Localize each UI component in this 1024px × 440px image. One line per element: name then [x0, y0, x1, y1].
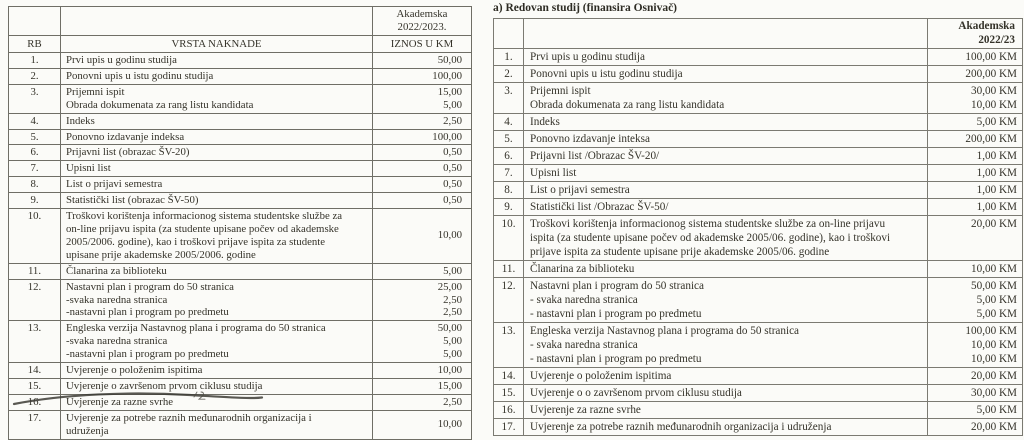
row-description-cell [524, 216, 928, 261]
row-amount-cell [928, 385, 1023, 402]
row-description-cell [524, 83, 928, 114]
description-line: Uvjerenje o završenom prvom ciklusu studija [66, 379, 263, 392]
description-line: Prijemni ispit [66, 85, 125, 98]
amount-line: 0,50 [443, 194, 462, 207]
description-line: List o prijavi semestra [66, 178, 163, 191]
academic-year-line1: Akademska [396, 8, 448, 21]
table-row [494, 323, 1023, 368]
right-table-body [494, 49, 1023, 436]
amount-line: 10,00 KM [971, 263, 1017, 275]
fee-table-general [8, 6, 472, 440]
row-amount-cell [928, 182, 1023, 199]
academic-year-header [928, 19, 1023, 49]
row-description-cell [61, 113, 373, 129]
amount-line: 5,00 KM [976, 404, 1017, 416]
row-description-cell [61, 177, 373, 193]
description-line: Uvjerenje za potrebe raznih međunarodnih organizacija i [66, 411, 312, 424]
row-number-cell: 8. [494, 182, 524, 199]
amount-line: 30,00 KM [971, 85, 1017, 97]
amount-line: 10,00 [437, 364, 462, 377]
amount-line: 2,50 [443, 293, 462, 306]
description-line: Prvi upis u godinu studija [66, 54, 177, 66]
description-line: Obrada dokumenata za rang listu kandidata [530, 99, 725, 111]
amount-line: 1,00 KM [976, 167, 1017, 179]
description-line: Upisni list [66, 162, 111, 175]
row-number-cell: 15. [9, 378, 61, 394]
row-amount-cell [928, 165, 1023, 182]
row-number-cell: 16. [9, 394, 61, 410]
row-number-cell: 10. [9, 209, 61, 264]
row-description-cell [61, 410, 373, 439]
row-description-cell [61, 209, 373, 264]
description-line: Uvjerenje o položenim ispitima [530, 370, 672, 382]
description-line: prijave ispita za studente upisane prije akademske 2005/06. godine [530, 246, 830, 258]
table-row [494, 419, 1023, 436]
amount-line: 200,00 KM [965, 133, 1017, 145]
amount-line: 20,00 KM [971, 370, 1017, 382]
description-line: - nastavni plan i program po predmetu [530, 308, 702, 320]
row-number-cell: 10. [494, 216, 524, 261]
description-line: -nastavni plan i program po predmetu [66, 348, 229, 361]
description-line: Obrada dokumenata za rang listu kandidata [66, 98, 254, 111]
amount-line: 50,00 KM [971, 280, 1017, 292]
amount-line: 100,00 [432, 69, 462, 82]
table-row [494, 182, 1023, 199]
row-description-cell [61, 161, 373, 177]
description-line: Nastavni plan i program do 50 stranica [66, 280, 234, 293]
description-line: - svaka naredna stranica [530, 294, 638, 306]
description-line: Prijemni ispit [530, 85, 591, 97]
row-description-cell [61, 84, 373, 113]
row-amount-cell [928, 66, 1023, 83]
amount-line: 1,00 KM [976, 201, 1017, 213]
description-line: -nastavni plan i program po predmetu [66, 306, 229, 319]
amount-line: 100,00 KM [965, 51, 1017, 63]
row-description-cell [61, 263, 373, 279]
row-number-cell: 12. [9, 279, 61, 321]
description-line: Troškovi korištenja informacionog sistema studentske službe za [66, 210, 343, 223]
description-line: Engleska verzija Nastavnog plana i programa do 50 stranica [530, 325, 800, 337]
description-line: Engleska verzija Nastavnog plana i programa do 50 stranica [66, 322, 326, 335]
row-amount-cell [373, 68, 472, 84]
row-description-cell [524, 49, 928, 66]
table-row [494, 261, 1023, 278]
row-amount-cell [373, 129, 472, 145]
right-table-header-row [494, 19, 1023, 49]
amount-line: 10,00 KM [971, 99, 1017, 111]
table-row [9, 263, 472, 279]
row-description-cell [524, 165, 928, 182]
row-description-cell [524, 148, 928, 165]
table-row [494, 83, 1023, 114]
section-title: a) Redovan studij (finansira Osnivač) [493, 2, 678, 14]
table-row [9, 410, 472, 439]
row-description-cell [61, 279, 373, 321]
amount-line: 20,00 KM [971, 218, 1017, 230]
amount-line: 2,50 [443, 395, 462, 408]
amount-line: 0,50 [443, 146, 462, 159]
row-amount-cell [928, 114, 1023, 131]
table-row [494, 402, 1023, 419]
description-line: on-line prijavu ispita (za studente upisane počev od akademske [66, 222, 339, 235]
description-line: Članarina za biblioteku [66, 264, 167, 277]
description-line: -svaka naredna stranica [66, 293, 168, 306]
amount-line: 20,00 KM [971, 421, 1017, 433]
amount-line: 50,00 [437, 322, 462, 335]
row-number-cell: 11. [9, 263, 61, 279]
row-number-cell: 4. [494, 114, 524, 131]
amount-line: 30,00 KM [971, 387, 1017, 399]
amount-line: 100,00 [432, 130, 462, 143]
table-row [9, 53, 472, 69]
row-amount-cell [928, 419, 1023, 436]
description-line: Uvjerenje za razne svrhe [66, 395, 174, 408]
row-number-cell: 5. [9, 129, 61, 145]
row-number-cell: 6. [9, 145, 61, 161]
row-number-cell: 9. [9, 193, 61, 209]
row-description-cell [524, 323, 928, 368]
row-amount-cell [928, 216, 1023, 261]
amount-line: 10,00 [437, 418, 462, 431]
row-description-cell [524, 66, 928, 83]
table-row [494, 131, 1023, 148]
row-description-cell [524, 402, 928, 419]
description-line: Uvjerenje o položenim ispitima [66, 364, 203, 377]
row-amount-cell [373, 177, 472, 193]
description-line: - svaka naredna stranica [530, 339, 638, 351]
description-line: Indeks [66, 114, 95, 127]
row-number-cell: 12. [494, 278, 524, 323]
row-amount-cell [928, 278, 1023, 323]
amount-line: 10,00 KM [971, 339, 1017, 351]
row-amount-cell [373, 53, 472, 69]
row-amount-cell [928, 83, 1023, 114]
amount-line: 5,00 [443, 335, 462, 348]
row-number-cell: 8. [9, 177, 61, 193]
amount-line: 50,00 [437, 54, 462, 66]
row-description-cell [524, 131, 928, 148]
row-number-cell: 13. [494, 323, 524, 368]
academic-year-line2: 2022/23 [978, 33, 1015, 46]
table-row [9, 279, 472, 321]
table-row [494, 278, 1023, 323]
table-row [9, 394, 472, 410]
empty-header-cell [494, 19, 524, 49]
amount-line: 10,00 [437, 229, 462, 242]
table-row [9, 68, 472, 84]
amount-line: 5,00 [443, 348, 462, 361]
amount-line: 2,50 [443, 306, 462, 319]
description-line: Ponovni upis u istu godinu studija [530, 68, 683, 80]
row-amount-cell [373, 84, 472, 113]
row-number-cell: 1. [9, 53, 61, 69]
row-number-cell: 1. [494, 49, 524, 66]
row-amount-cell [928, 261, 1023, 278]
empty-header-cell [9, 7, 61, 36]
row-description-cell [524, 368, 928, 385]
row-amount-cell [373, 378, 472, 394]
row-number-cell: 2. [9, 68, 61, 84]
row-number-cell: 5. [494, 131, 524, 148]
description-line: 2005/2006. godine), kao i troškovi prijave ispita za studente [66, 235, 326, 248]
amount-line: 25,00 [437, 280, 462, 293]
description-line: Nastavni plan i program do 50 stranica [530, 280, 704, 292]
table-row [494, 385, 1023, 402]
table-row [9, 177, 472, 193]
table-row [9, 161, 472, 177]
academic-year-line1: Akademska [958, 20, 1015, 32]
description-line: Prijavni list /Obrazac ŠV-20/ [530, 150, 660, 162]
table-row [9, 209, 472, 264]
description-line: List o prijavi semestra [530, 184, 630, 196]
table-row [9, 84, 472, 113]
amount-line: 100,00 KM [965, 325, 1017, 337]
description-line: Prijavni list (obrazac ŠV-20) [66, 146, 190, 159]
table-row [9, 145, 472, 161]
amount-line: 5,00 KM [976, 308, 1017, 320]
description-line: Ponovno izdavanje inteksa [530, 133, 650, 145]
amount-line: 0,50 [443, 178, 462, 191]
empty-header-cell [61, 7, 373, 36]
row-amount-cell [373, 193, 472, 209]
row-amount-cell [928, 323, 1023, 368]
table-row [9, 129, 472, 145]
academic-year-header [373, 7, 472, 36]
row-number-cell: 17. [494, 419, 524, 436]
row-amount-cell [373, 161, 472, 177]
left-table-body [9, 53, 472, 440]
row-number-cell: 17. [9, 410, 61, 439]
row-description-cell [524, 199, 928, 216]
description-line: Upisni list [530, 167, 577, 179]
rb-column-header: RB [9, 36, 61, 53]
row-description-cell [61, 129, 373, 145]
table-row [494, 368, 1023, 385]
row-amount-cell [373, 410, 472, 439]
amount-line: 15,00 [437, 379, 462, 392]
row-amount-cell [373, 145, 472, 161]
row-description-cell [61, 53, 373, 69]
row-description-cell [61, 145, 373, 161]
row-amount-cell [928, 49, 1023, 66]
row-amount-cell [373, 113, 472, 129]
row-amount-cell [373, 394, 472, 410]
row-number-cell: 3. [494, 83, 524, 114]
amount-line: 5,00 KM [976, 294, 1017, 306]
description-line: - nastavni plan i program po predmetu [530, 353, 702, 365]
row-number-cell: 7. [494, 165, 524, 182]
row-description-cell [524, 278, 928, 323]
row-amount-cell [928, 148, 1023, 165]
row-amount-cell [928, 402, 1023, 419]
row-number-cell: 14. [9, 363, 61, 379]
amount-column-header: IZNOS U KM [373, 36, 472, 53]
table-row [9, 378, 472, 394]
description-line: Ponovni upis u istu godinu studija [66, 69, 214, 82]
row-description-cell [524, 261, 928, 278]
row-description-cell [61, 363, 373, 379]
amount-line: 0,50 [443, 162, 462, 175]
academic-year-line2: 2022/2023. [397, 21, 447, 33]
row-description-cell [61, 378, 373, 394]
row-description-cell [524, 114, 928, 131]
amount-line: 1,00 KM [976, 184, 1017, 196]
table-row [494, 66, 1023, 83]
description-line: Prvi upis u godinu studija [530, 51, 645, 63]
table-row [9, 113, 472, 129]
fee-table-redovan-studij [493, 18, 1023, 436]
row-number-cell: 14. [494, 368, 524, 385]
row-number-cell: 7. [9, 161, 61, 177]
row-number-cell: 3. [9, 84, 61, 113]
row-number-cell: 15. [494, 385, 524, 402]
empty-header-cell [524, 19, 928, 49]
table-row [494, 114, 1023, 131]
description-line: Troškovi korištenja informacionog sistema studentske službe za on-line prijavu [530, 218, 886, 230]
left-table-header-row [9, 36, 472, 53]
description-line: ispita (za studente upisane počev od akademske 2005/06. godine), kao i troškovi [530, 232, 891, 244]
row-amount-cell [373, 279, 472, 321]
amount-line: 200,00 KM [965, 68, 1017, 80]
row-number-cell: 6. [494, 148, 524, 165]
row-number-cell: 4. [9, 113, 61, 129]
table-row [494, 49, 1023, 66]
row-number-cell: 9. [494, 199, 524, 216]
table-row [494, 216, 1023, 261]
amount-line: 10,00 KM [971, 353, 1017, 365]
fee-type-column-header: VRSTA NAKNADE [61, 36, 373, 53]
description-line: Uvjerenje za potrebe raznih međunarodnih organizacija i udruženja [530, 421, 832, 433]
left-table-header-year-row [9, 7, 472, 36]
amount-line: 2,50 [443, 114, 462, 127]
table-row [494, 165, 1023, 182]
row-number-cell: 13. [9, 321, 61, 363]
row-description-cell [61, 68, 373, 84]
row-amount-cell [373, 209, 472, 264]
table-row [494, 199, 1023, 216]
row-description-cell [524, 385, 928, 402]
description-line: -svaka naredna stranica [66, 335, 168, 348]
row-number-cell: 2. [494, 66, 524, 83]
description-line: Statistički list (obrazac ŠV-50) [66, 194, 199, 207]
redovan-studij-section [493, 1, 1023, 436]
row-description-cell [61, 394, 373, 410]
table-row [494, 148, 1023, 165]
table-row [9, 363, 472, 379]
amount-line: 5,00 [443, 264, 462, 277]
description-line: Uvjerenje o o završenom prvom ciklusu studija [530, 387, 742, 399]
row-amount-cell [928, 199, 1023, 216]
amount-line: 15,00 [437, 85, 462, 98]
description-line: Ponovno izdavanje indeksa [66, 130, 185, 143]
row-amount-cell [373, 363, 472, 379]
row-amount-cell [373, 263, 472, 279]
row-amount-cell [928, 131, 1023, 148]
table-row [9, 193, 472, 209]
description-line: Uvjerenje za razne svrhe [530, 404, 641, 416]
row-number-cell: 11. [494, 261, 524, 278]
row-description-cell [524, 182, 928, 199]
description-line: udruženja [66, 424, 109, 437]
table-row [9, 321, 472, 363]
amount-line: 5,00 KM [976, 116, 1017, 128]
row-amount-cell [373, 321, 472, 363]
amount-line: 1,00 KM [976, 150, 1017, 162]
description-line: Statistički list /Obrazac ŠV-50/ [530, 201, 669, 213]
description-line: upisane prije akademske 2005/2006. godine [66, 248, 256, 261]
row-number-cell: 16. [494, 402, 524, 419]
description-line: Indeks [530, 116, 560, 128]
row-description-cell [524, 419, 928, 436]
row-amount-cell [928, 368, 1023, 385]
row-description-cell [61, 321, 373, 363]
description-line: Članarina za biblioteku [530, 263, 635, 275]
amount-line: 5,00 [443, 98, 462, 111]
row-description-cell [61, 193, 373, 209]
